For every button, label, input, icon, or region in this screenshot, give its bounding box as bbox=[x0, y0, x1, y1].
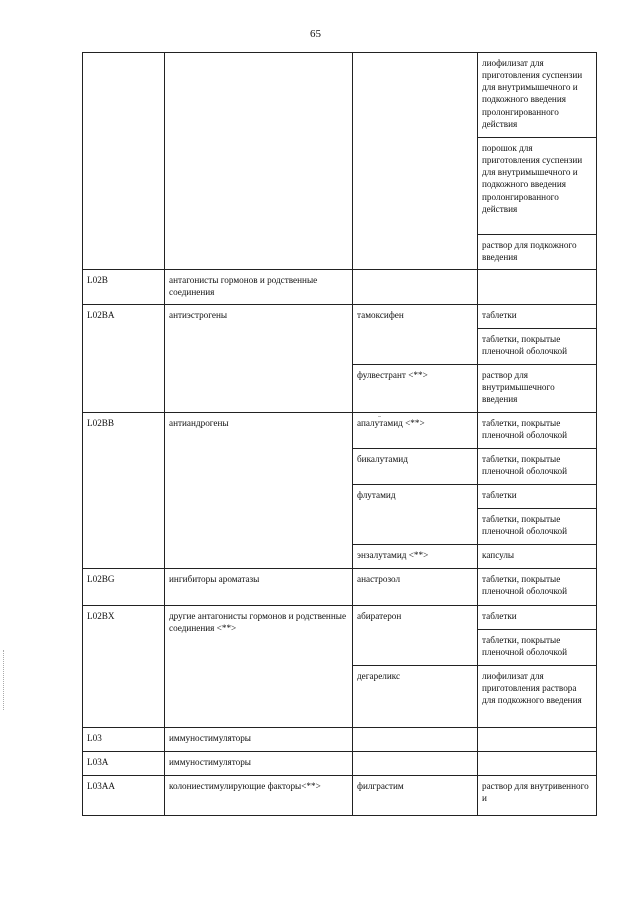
dosage-form-cell: таблетки, покрытые пленочной оболочкой bbox=[478, 630, 597, 666]
drug-name-cell bbox=[353, 752, 478, 776]
atc-code-cell bbox=[83, 53, 165, 270]
dosage-form-cell: таблетки, покрытые пленочной оболочкой bbox=[478, 569, 597, 606]
dosage-form-cell: раствор для внутримышечного введения bbox=[478, 365, 597, 413]
dosage-form-cell: таблетки, покрытые пленочной оболочкой bbox=[478, 413, 597, 449]
scan-speck bbox=[378, 416, 381, 417]
table-row bbox=[83, 728, 597, 752]
dosage-form-cell: порошок для приготовления суспензии для внутримышечного и подкожного введения пролонгированного действия bbox=[478, 138, 597, 235]
dosage-form-cell: лиофилизат для приготовления раствора для подкожного введения bbox=[478, 666, 597, 728]
atc-code-cell: L03AA bbox=[83, 776, 165, 816]
drug-table bbox=[82, 52, 597, 816]
group-cell: антиэстрогены bbox=[165, 305, 353, 413]
drug-name-cell bbox=[353, 728, 478, 752]
drug-name-cell: апалутамид <**> bbox=[353, 413, 478, 449]
dosage-form-cell: раствор для подкожного введения bbox=[478, 235, 597, 270]
dosage-form-cell: лиофилизат для приготовления суспензии для внутримышечного и подкожного введения пролонгированного действия bbox=[478, 53, 597, 138]
dosage-form-cell bbox=[478, 270, 597, 305]
drug-name-cell: филграстим bbox=[353, 776, 478, 816]
drug-name-cell: энзалутамид <**> bbox=[353, 545, 478, 569]
atc-code-cell: L02B bbox=[83, 270, 165, 305]
dosage-form-cell bbox=[478, 752, 597, 776]
group-cell: антагонисты гормонов и родственные соединения bbox=[165, 270, 353, 305]
table-row bbox=[83, 752, 597, 776]
atc-code-cell: L03A bbox=[83, 752, 165, 776]
group-cell: антиандрогены bbox=[165, 413, 353, 569]
group-cell: иммуностимуляторы bbox=[165, 752, 353, 776]
atc-code-cell: L02BA bbox=[83, 305, 165, 413]
drug-name-cell: флутамид bbox=[353, 485, 478, 545]
table-row bbox=[83, 53, 597, 138]
atc-code-cell: L02BG bbox=[83, 569, 165, 606]
table-row bbox=[83, 606, 597, 630]
atc-code-cell: L02BX bbox=[83, 606, 165, 728]
dosage-form-cell: таблетки bbox=[478, 305, 597, 329]
drug-name-cell: бикалутамид bbox=[353, 449, 478, 485]
table-row bbox=[83, 569, 597, 606]
table-row bbox=[83, 305, 597, 329]
page-number: 65 bbox=[310, 28, 321, 40]
drug-name-cell: тамоксифен bbox=[353, 305, 478, 365]
dosage-form-cell: таблетки bbox=[478, 485, 597, 509]
dosage-form-cell: капсулы bbox=[478, 545, 597, 569]
drug-name-cell: фулвестрант <**> bbox=[353, 365, 478, 413]
drug-name-cell: дегареликс bbox=[353, 666, 478, 728]
atc-code-cell: L03 bbox=[83, 728, 165, 752]
table-row bbox=[83, 413, 597, 449]
drug-name-cell bbox=[353, 270, 478, 305]
scan-margin-mark bbox=[3, 650, 10, 710]
dosage-form-cell: раствор для внутривенного и bbox=[478, 776, 597, 816]
dosage-form-cell: таблетки bbox=[478, 606, 597, 630]
group-cell: другие антагонисты гормонов и родственные соединения <**> bbox=[165, 606, 353, 728]
dosage-form-cell: таблетки, покрытые пленочной оболочкой bbox=[478, 509, 597, 545]
drug-name-cell: анастрозол bbox=[353, 569, 478, 606]
dosage-form-cell: таблетки, покрытые пленочной оболочкой bbox=[478, 329, 597, 365]
atc-code-cell: L02BB bbox=[83, 413, 165, 569]
dosage-form-cell bbox=[478, 728, 597, 752]
group-cell: иммуностимуляторы bbox=[165, 728, 353, 752]
group-cell bbox=[165, 53, 353, 270]
drug-name-cell bbox=[353, 53, 478, 270]
table-row bbox=[83, 776, 597, 816]
drug-name-cell: абиратерон bbox=[353, 606, 478, 666]
group-cell: колониестимулирующие факторы<**> bbox=[165, 776, 353, 816]
dosage-form-cell: таблетки, покрытые пленочной оболочкой bbox=[478, 449, 597, 485]
table-row bbox=[83, 270, 597, 305]
group-cell: ингибиторы ароматазы bbox=[165, 569, 353, 606]
